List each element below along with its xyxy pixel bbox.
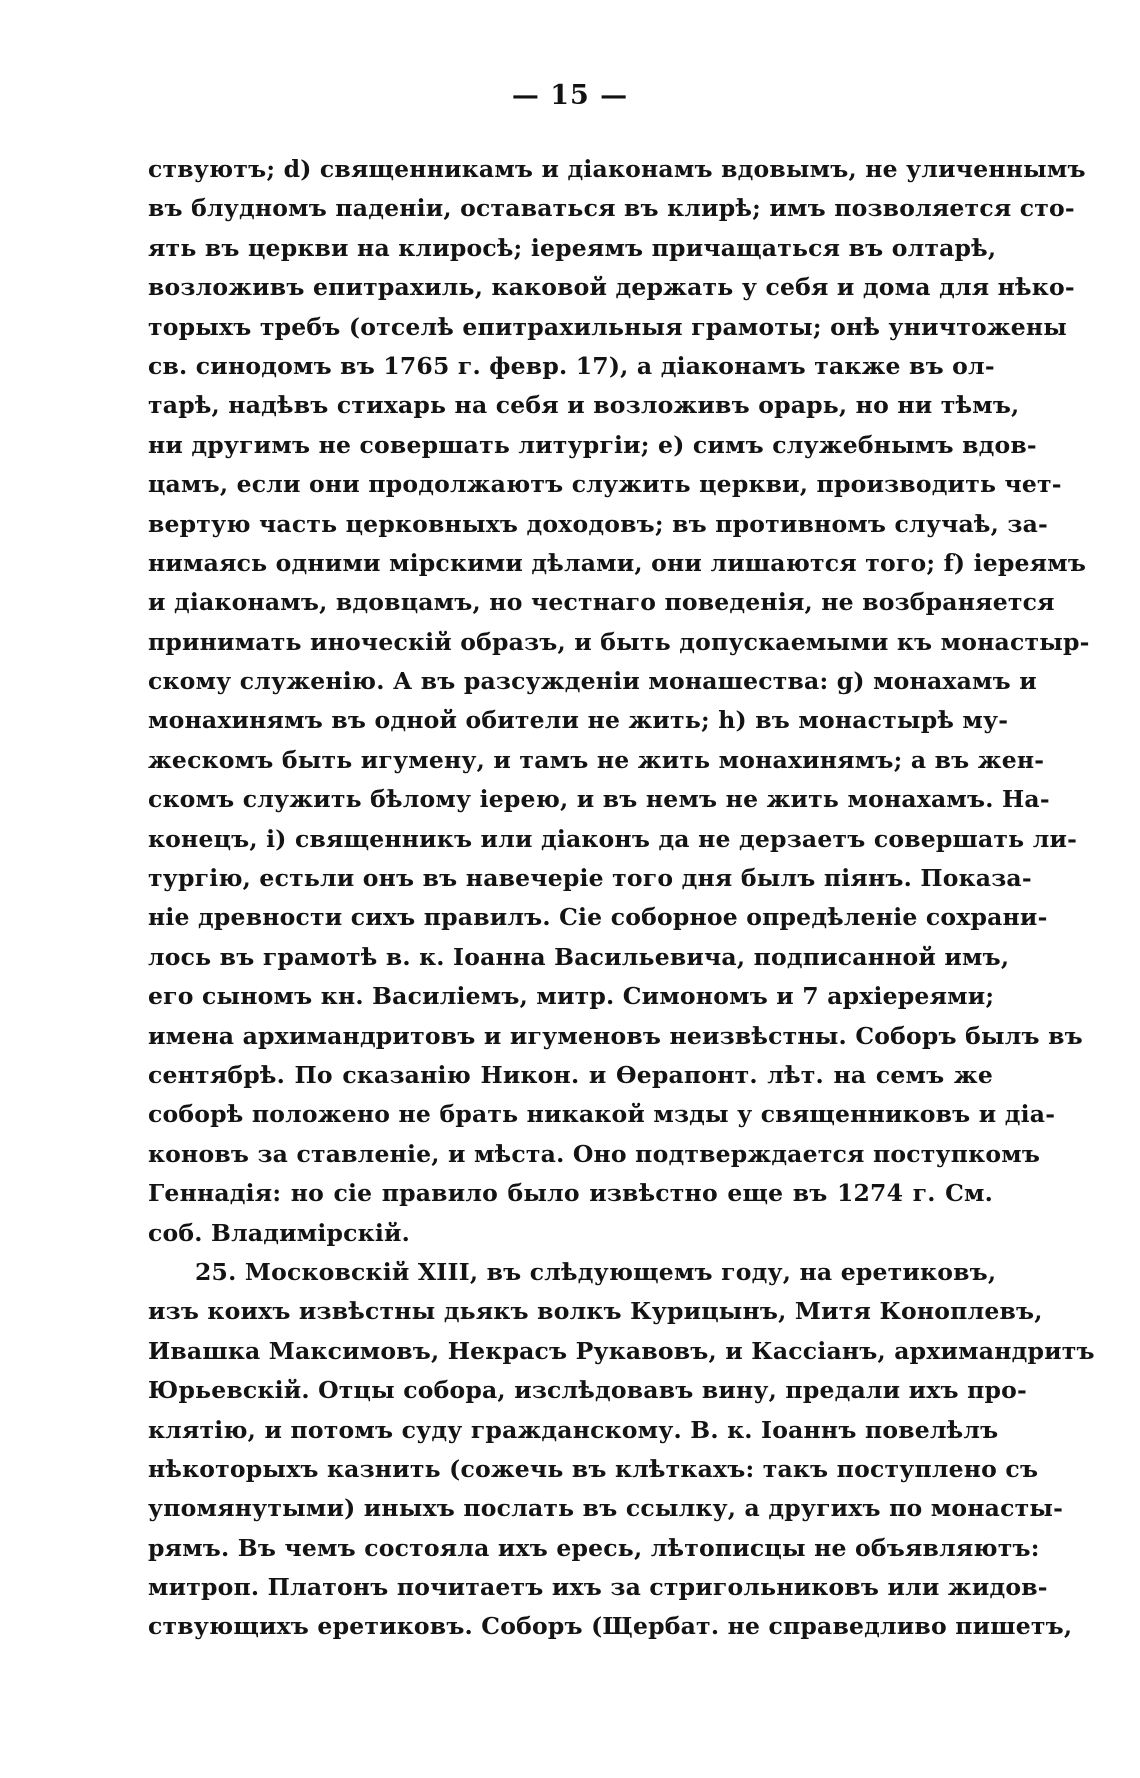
text-line: Ивашка Максимовъ, Некрасъ Рукавовъ, и Кассіанъ, архимандритъ: [148, 1336, 1095, 1365]
text-line: монахинямъ въ одной обители не жить; h) въ монастырѣ му-: [148, 706, 1009, 735]
text-line: Геннадія: но сіе правило было извѣстно еще въ 1274 г. См.: [148, 1179, 993, 1208]
text-line: нѣкоторыхъ казнить (сожечь въ клѣткахъ: такъ поступлено съ: [148, 1454, 1039, 1483]
text-line: и діаконамъ, вдовцамъ, но честнаго поведенія, не возбраняется: [148, 588, 1055, 617]
text-line: клятію, и потомъ суду гражданскому. В. к. Іоаннъ повелѣлъ: [148, 1415, 999, 1444]
text-line: соборѣ положено не брать никакой мзды у священниковъ и діа-: [148, 1100, 1056, 1129]
text-line: ніе древности сихъ правилъ. Сіе соборное опредѣленіе сохрани-: [148, 903, 1048, 932]
text-line: митроп. Платонъ почитаетъ ихъ за стригольниковъ или жидов-: [148, 1573, 1048, 1602]
text-line: тургію, естьли онъ въ навечеріе того дня былъ піянъ. Показа-: [148, 864, 1032, 893]
page-number: — 15 —: [511, 80, 629, 111]
text-line: ять въ церкви на клиросѣ; іереямъ причащаться въ олтарѣ,: [148, 233, 997, 262]
text-line: цамъ, если они продолжаютъ служить церкви, производить чет-: [148, 470, 1062, 499]
text-line: сентябрѣ. По сказанію Никон. и Ѳерапонт. лѣт. на семъ же: [148, 1060, 993, 1089]
text-line: скому служенію. А въ разсужденіи монашества: g) монахамъ и: [148, 667, 1037, 696]
text-line: скомъ служить бѣлому іерею, и въ немъ не жить монахамъ. На-: [148, 785, 1050, 814]
text-line: соб. Владимірскій.: [148, 1218, 410, 1247]
text-line: имена архимандритовъ и игуменовъ неизвѣстны. Соборъ былъ въ: [148, 1021, 1083, 1050]
text-line: 25. Московскій XIII, въ слѣдующемъ году, на еретиковъ,: [195, 1257, 997, 1286]
text-line: Юрьевскій. Отцы собора, изслѣдовавъ вину, предали ихъ про-: [148, 1376, 1027, 1405]
text-line: жескомъ быть игумену, и тамъ не жить монахинямъ; а въ жен-: [148, 745, 1045, 774]
text-line: конецъ, і) священникъ или діаконъ да не дерзаетъ совершать ли-: [148, 824, 1078, 853]
text-line: коновъ за ставленіе, и мѣста. Оно подтверждается поступкомъ: [148, 1139, 1041, 1168]
text-line: упомянутыми) иныхъ послать въ ссылку, а другихъ по монасты-: [148, 1494, 1064, 1523]
text-line: возложивъ епитрахиль, каковой держать у себя и дома для нѣко-: [148, 273, 1075, 302]
text-line: принимать иноческій образъ, и быть допускаемыми къ монастыр-: [148, 627, 1090, 656]
text-line: ствующихъ еретиковъ. Соборъ (Щербат. не справедливо пишетъ,: [148, 1612, 1073, 1641]
text-line: лось въ грамотѣ в. к. Іоанна Васильевича, подписанной имъ,: [148, 942, 1010, 971]
text-line: св. синодомъ въ 1765 г. февр. 17), а діаконамъ также въ ол-: [148, 351, 995, 380]
text-line: рямъ. Въ чемъ состояла ихъ ересь, лѣтописцы не объявляютъ:: [148, 1533, 1040, 1562]
text-line: ствуютъ; d) священникамъ и діаконамъ вдовымъ, не уличеннымъ: [148, 155, 1086, 183]
text-line: изъ коихъ извѣстны дьякъ волкъ Курицынъ, Митя Коноплевъ,: [148, 1297, 1043, 1326]
text-line: его сыномъ кн. Василіемъ, митр. Симономъ и 7 архіереями;: [148, 982, 995, 1011]
text-line: въ блудномъ паденіи, оставаться въ клирѣ; имъ позволяется сто-: [148, 194, 1075, 223]
text-line: нимаясь одними мірскими дѣлами, они лишаются того; f) іереямъ: [148, 548, 1087, 577]
text-line: вертую часть церковныхъ доходовъ; въ противномъ случаѣ, за-: [148, 509, 1048, 538]
text-line: торыхъ требъ (отселѣ епитрахильныя грамоты; онѣ уничтожены: [148, 312, 1068, 341]
text-line: тарѣ, надѣвъ стихарь на себя и возложивъ орарь, но ни тѣмъ,: [148, 391, 1020, 420]
body-text: [148, 150, 1095, 1647]
text-line: ни другимъ не совершать литургіи; е) симъ служебнымъ вдов-: [148, 430, 1037, 459]
